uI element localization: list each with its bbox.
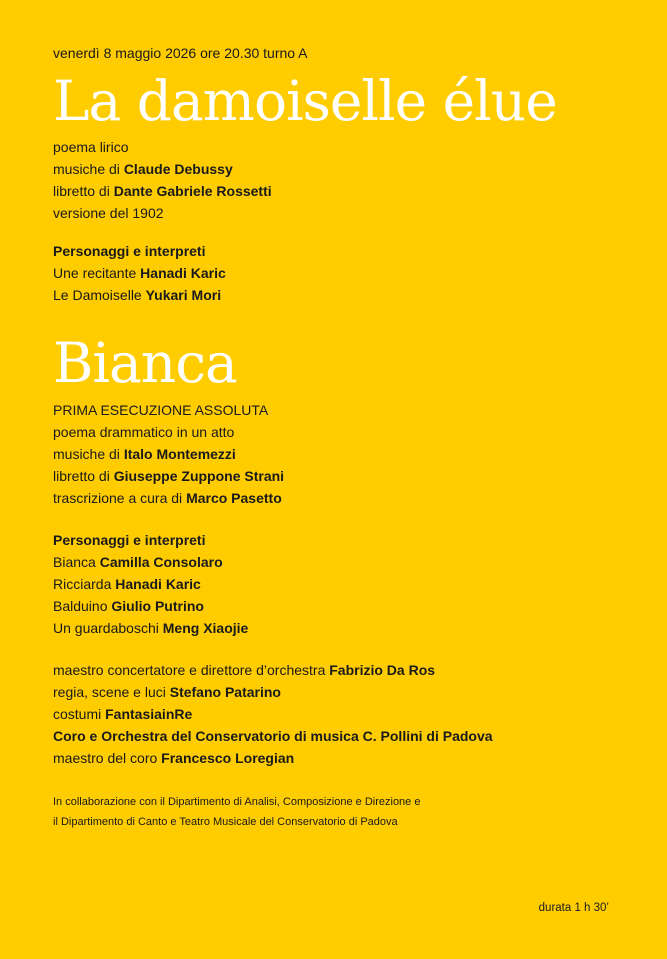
librettist-name: Dante Gabriele Rossetti (113, 183, 272, 199)
work1-details (53, 136, 272, 224)
date-line: venerdì 8 maggio 2026 ore 20.30 turno A (53, 45, 308, 61)
transcriber-name: Marco Pasetto (186, 490, 282, 506)
work1-libretto: libretto di Dante Gabriele Rossetti (53, 183, 272, 199)
credit-ensemble: Coro e Orchestra del Conservatorio di musica C. Pollini di Padova (53, 728, 493, 744)
work1-version: versione del 1902 (53, 205, 164, 221)
credit-conductor: maestro concertatore e direttore d’orchestra Fabrizio Da Ros (53, 662, 436, 678)
work2-cast (53, 529, 248, 639)
production-credits (53, 659, 493, 769)
cast-row: Ricciarda Hanadi Karic (53, 576, 201, 592)
collaboration-note: In collaborazione con il Dipartimento di Analisi, Composizione e Direzione e il Dipartimento di Canto e Teatro Musicale del Conservatorio di Padova (53, 796, 421, 828)
work2-genre: poema drammatico in un atto (53, 424, 235, 440)
cast-row: Balduino Giulio Putrino (53, 598, 204, 614)
composer-name: Italo Montemezzi (123, 446, 236, 462)
cast-row: Bianca Camilla Consolaro (53, 554, 223, 570)
credit-chorus-master: maestro del coro Francesco Loregian (53, 750, 295, 766)
work1-music: musiche di Claude Debussy (53, 161, 233, 177)
cast-row: Le Damoiselle Yukari Mori (53, 287, 222, 303)
work2-details (53, 399, 284, 509)
work2-title: Bianca (53, 331, 237, 395)
duration-label: durata 1 h 30’ (538, 902, 609, 914)
work1-genre: poema lirico (53, 139, 129, 155)
cast-heading: Personaggi e interpreti (53, 532, 206, 548)
credit-costumes: costumi FantasiainRe (53, 706, 193, 722)
credit-direction: regia, scene e luci Stefano Patarino (53, 684, 281, 700)
cast-row: Une recitante Hanadi Karic (53, 265, 226, 281)
work1-cast (53, 240, 226, 306)
librettist-name: Giuseppe Zuppone Strani (113, 468, 285, 484)
composer-name: Claude Debussy (123, 161, 233, 177)
work2-libretto: libretto di Giuseppe Zuppone Strani (53, 468, 285, 484)
work2-music: musiche di Italo Montemezzi (53, 446, 236, 462)
cast-row: Un guardaboschi Meng Xiaojie (53, 620, 249, 636)
work1-title: La damoiselle élue (53, 69, 557, 133)
work2-premiere: PRIMA ESECUZIONE ASSOLUTA (53, 402, 269, 418)
cast-heading: Personaggi e interpreti (53, 243, 206, 259)
work2-transcription: trascrizione a cura di Marco Pasetto (53, 490, 282, 506)
